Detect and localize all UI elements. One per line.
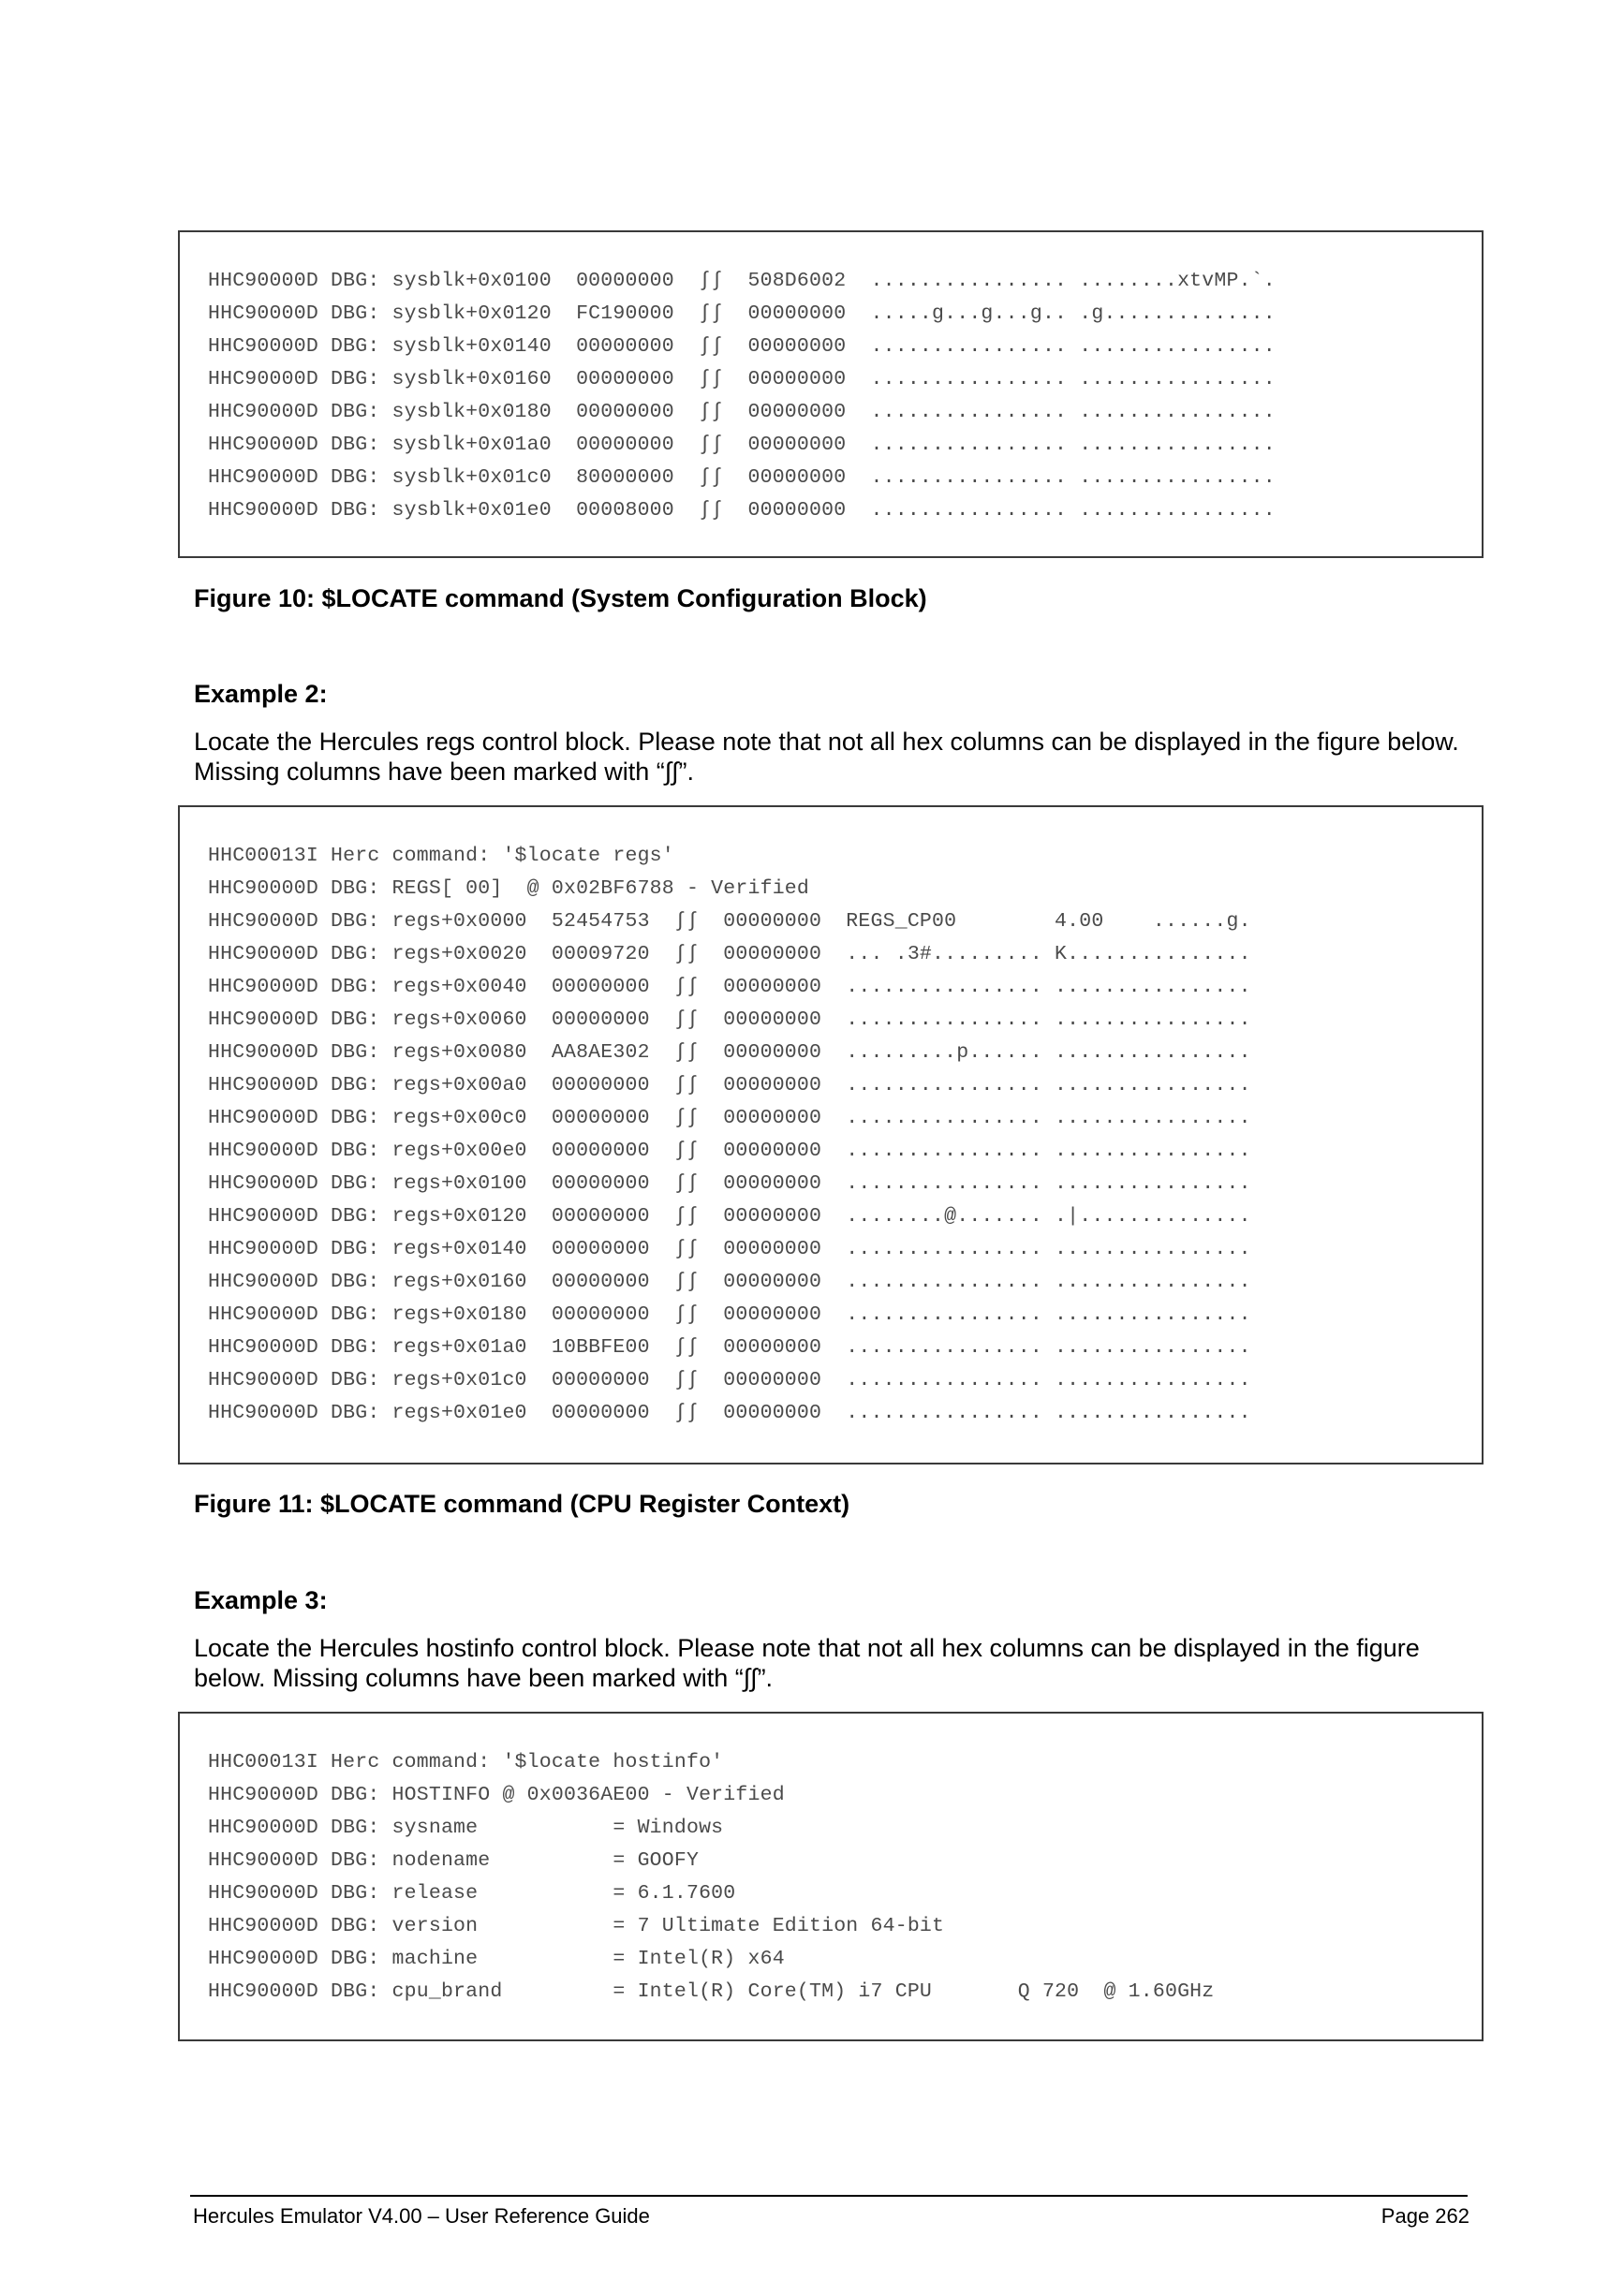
code-line: HHC90000D DBG: sysblk+0x01a0 00000000 ∫∫ 00000000 ................ ................	[208, 434, 1276, 456]
code-line: HHC90000D DBG: sysblk+0x0120 FC190000 ∫∫ 00000000 .....g...g...g.. .g..............	[208, 302, 1276, 325]
example-3-description: Locate the Hercules hostinfo control block. Please note that not all hex columns can be displayed in the figure below. Missing columns have been marked with “∫∫”.	[194, 1634, 1420, 1692]
example-2-description: Locate the Hercules regs control block. Please note that not all hex columns can be displayed in the figure below. Missing columns have been marked with “∫∫”.	[194, 728, 1459, 786]
figure-10-caption: Figure 10: $LOCATE command (System Configuration Block)	[194, 584, 927, 612]
code-line: HHC90000D DBG: REGS[ 00] @ 0x02BF6788 - Verified	[208, 877, 810, 900]
code-line: HHC90000D DBG: sysblk+0x0140 00000000 ∫∫ 00000000 ................ ................	[208, 335, 1276, 358]
footer-page-number: Page 262	[1380, 2204, 1469, 2228]
example-3-heading: Example 3:	[194, 1586, 328, 1614]
code-line: HHC90000D DBG: regs+0x0040 00000000 ∫∫ 00000000 ................ ................	[208, 976, 1251, 998]
code-line: HHC90000D DBG: nodename = GOOFY	[208, 1849, 700, 1872]
code-line: HHC90000D DBG: regs+0x0180 00000000 ∫∫ 00000000 ................ ................	[208, 1303, 1251, 1326]
code-line: HHC00013I Herc command: '$locate hostinfo'	[208, 1751, 724, 1774]
figure-11-code-box	[178, 805, 1484, 1464]
code-line: HHC90000D DBG: regs+0x0000 52454753 ∫∫ 00000000 REGS_CP00 4.00 ......g.	[208, 910, 1251, 933]
code-line: HHC90000D DBG: regs+0x01c0 00000000 ∫∫ 00000000 ................ ................	[208, 1369, 1251, 1391]
code-line: HHC90000D DBG: regs+0x0140 00000000 ∫∫ 00000000 ................ ................	[208, 1238, 1251, 1260]
code-line: HHC90000D DBG: regs+0x00c0 00000000 ∫∫ 00000000 ................ ................	[208, 1107, 1251, 1129]
code-line: HHC90000D DBG: sysblk+0x0100 00000000 ∫∫ 508D6002 ................ ........xtvMP.`.	[208, 270, 1276, 292]
code-line: HHC90000D DBG: sysblk+0x0160 00000000 ∫∫ 00000000 ................ ................	[208, 368, 1276, 390]
code-line: HHC90000D DBG: HOSTINFO @ 0x0036AE00 - Verified	[208, 1784, 785, 1806]
figure-10-code-box	[178, 230, 1484, 558]
code-lines	[208, 265, 1276, 527]
code-line: HHC90000D DBG: cpu_brand = Intel(R) Core(TM) i7 CPU Q 720 @ 1.60GHz	[208, 1980, 1215, 2003]
code-line: HHC90000D DBG: regs+0x0060 00000000 ∫∫ 00000000 ................ ................	[208, 1008, 1251, 1031]
code-line: HHC90000D DBG: regs+0x0080 AA8AE302 ∫∫ 00000000 .........p...... ................	[208, 1041, 1251, 1064]
example-2-heading: Example 2:	[194, 680, 328, 708]
code-lines	[208, 1746, 1214, 2009]
code-lines	[208, 840, 1251, 1430]
code-line: HHC90000D DBG: regs+0x00a0 00000000 ∫∫ 00000000 ................ ................	[208, 1074, 1251, 1096]
code-line: HHC90000D DBG: regs+0x0120 00000000 ∫∫ 00000000 ........@....... .|..............	[208, 1205, 1251, 1228]
footer-document-title: Hercules Emulator V4.00 – User Reference Guide	[193, 2204, 650, 2228]
code-line: HHC90000D DBG: version = 7 Ultimate Edition 64-bit	[208, 1915, 945, 1937]
footer-divider	[190, 2195, 1468, 2197]
code-line: HHC90000D DBG: machine = Intel(R) x64	[208, 1948, 785, 1970]
code-line: HHC90000D DBG: regs+0x0100 00000000 ∫∫ 00000000 ................ ................	[208, 1172, 1251, 1195]
figure-11-caption: Figure 11: $LOCATE command (CPU Register Context)	[194, 1490, 850, 1518]
code-line: HHC90000D DBG: sysblk+0x01e0 00008000 ∫∫ 00000000 ................ ................	[208, 499, 1276, 522]
code-line: HHC90000D DBG: regs+0x00e0 00000000 ∫∫ 00000000 ................ ................	[208, 1140, 1251, 1162]
code-line: HHC90000D DBG: regs+0x0160 00000000 ∫∫ 00000000 ................ ................	[208, 1271, 1251, 1293]
code-line: HHC00013I Herc command: '$locate regs'	[208, 845, 674, 867]
code-line: HHC90000D DBG: regs+0x0020 00009720 ∫∫ 00000000 ... .3#......... K...............	[208, 943, 1251, 965]
figure-12-code-box	[178, 1712, 1484, 2041]
code-line: HHC90000D DBG: regs+0x01a0 10BBFE00 ∫∫ 00000000 ................ ................	[208, 1336, 1251, 1359]
code-line: HHC90000D DBG: sysblk+0x0180 00000000 ∫∫ 00000000 ................ ................	[208, 401, 1276, 423]
code-line: HHC90000D DBG: sysname = Windows	[208, 1817, 724, 1839]
code-line: HHC90000D DBG: sysblk+0x01c0 80000000 ∫∫ 00000000 ................ ................	[208, 466, 1276, 489]
code-line: HHC90000D DBG: release = 6.1.7600	[208, 1882, 736, 1905]
code-line: HHC90000D DBG: regs+0x01e0 00000000 ∫∫ 00000000 ................ ................	[208, 1402, 1251, 1424]
